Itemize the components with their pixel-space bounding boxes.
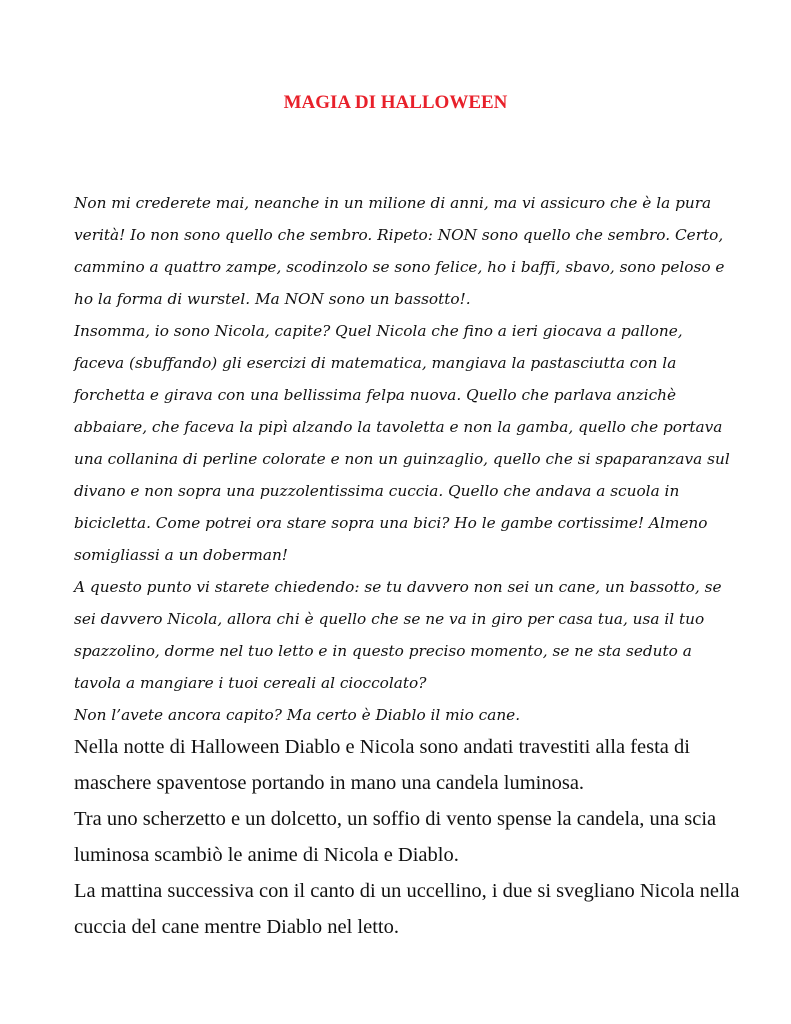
document-title: MAGIA DI HALLOWEEN	[283, 92, 508, 113]
italic-narrative	[74, 187, 734, 731]
paragraph-halloween-night: Nella notte di Halloween Diablo e Nicola sono andati travestiti alla festa di maschere spaventose portando in mano una candela luminosa.	[74, 736, 690, 794]
paragraph-candle: Tra uno scherzetto e un dolcetto, un soffio di vento spense la candela, una scia luminosa scambiò le anime di Nicola e Diablo.	[74, 808, 717, 866]
paragraph-intro: Non mi crederete mai, neanche in un milione di anni, ma vi assicuro che è la pura verità! Io non sono quello che sembro. Ripeto: NON sono quello che sembro. Certo, cammino a quattro zampe, scodinzolo se sono felice, ho i baffi, sbavo, sono peloso e ho la forma di wurstel. Ma NON sono un bassotto!.	[74, 194, 725, 308]
roman-narrative	[74, 729, 754, 945]
paragraph-nicola: Insomma, io sono Nicola, capite? Quel Nicola che fino a ieri giocava a pallone, faceva (sbuffando) gli esercizi di matematica, mangiava la pastasciutta con la forchetta e girava con una bellissima felpa nuova. Quello che parlava anzichè abbaiare, che faceva la pipì alzando la tavoletta e non la gamba, quello che portava una collanina di perline colorate e non un guinzaglio, quello che si spaparanzava sul divano e non sopra una puzzolentissima cuccia. Quello che andava a scuola in bicicletta. Come potrei ora stare sopra una bici? Ho le gambe cortissime! Almeno somigliassi a un doberman!	[74, 322, 730, 564]
paragraph-morning: La mattina successiva con il canto di un uccellino, i due si svegliano Nicola nella cuccia del cane mentre Diablo nel letto.	[74, 880, 740, 938]
paragraph-question: A questo punto vi starete chiedendo: se tu davvero non sei un cane, un bassotto, se sei davvero Nicola, allora chi è quello che se ne va in giro per casa tua, usa il tuo spazzolino, dorme nel tuo letto e in questo preciso momento, se ne sta seduto a tavola a mangiare i tuoi cereali al cioccolato?	[74, 578, 722, 692]
paragraph-answer: Non l’avete ancora capito? Ma certo è Diablo il mio cane.	[74, 706, 521, 724]
